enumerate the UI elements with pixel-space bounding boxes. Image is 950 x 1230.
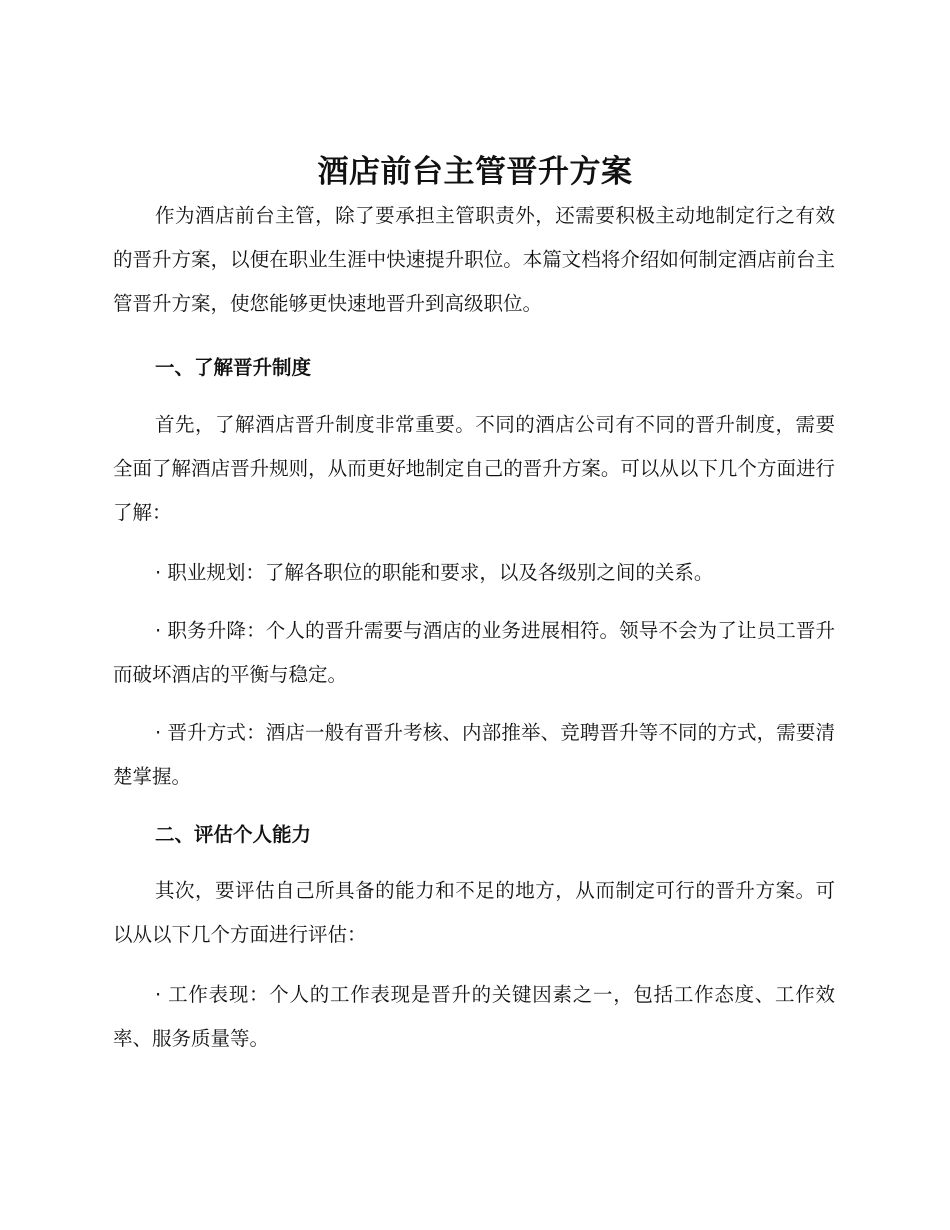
section-1-paragraph: 首先，了解酒店晋升制度非常重要。不同的酒店公司有不同的晋升制度，需要全面了解酒店晋升规则，从而更好地制定自己的晋升方案。可以从以下几个方面进行了解： bbox=[113, 413, 835, 524]
intro-paragraph: 作为酒店前台主管，除了要承担主管职责外，还需要积极主动地制定行之有效的晋升方案，以便在职业生涯中快速提升职位。本篇文档将介绍如何制定酒店前台主管晋升方案，使您能够更快速地晋升到高级职位。 bbox=[113, 204, 835, 315]
bullet-item-job-promotion: · 职务升降：个人的晋升需要与酒店的业务进展相符。领导不会为了让员工晋升而破坏酒店的平衡与稳定。 bbox=[113, 619, 835, 686]
bullet-item-career-planning: · 职业规划：了解各职位的职能和要求，以及各级别之间的关系。 bbox=[155, 561, 714, 584]
section-2-paragraph: 其次，要评估自己所具备的能力和不足的地方，从而制定可行的晋升方案。可以从以下几个方面进行评估： bbox=[113, 879, 835, 946]
document-title: 酒店前台主管晋升方案 bbox=[317, 154, 633, 190]
section-heading-1: 一、了解晋升制度 bbox=[155, 356, 312, 379]
bullet-item-promotion-methods: · 晋升方式：酒店一般有晋升考核、内部推举、竞聘晋升等不同的方式，需要清楚掌握。 bbox=[113, 721, 835, 788]
section-heading-2: 二、评估个人能力 bbox=[155, 823, 312, 846]
bullet-item-work-performance: · 工作表现：个人的工作表现是晋升的关键因素之一，包括工作态度、工作效率、服务质量等。 bbox=[113, 983, 835, 1050]
